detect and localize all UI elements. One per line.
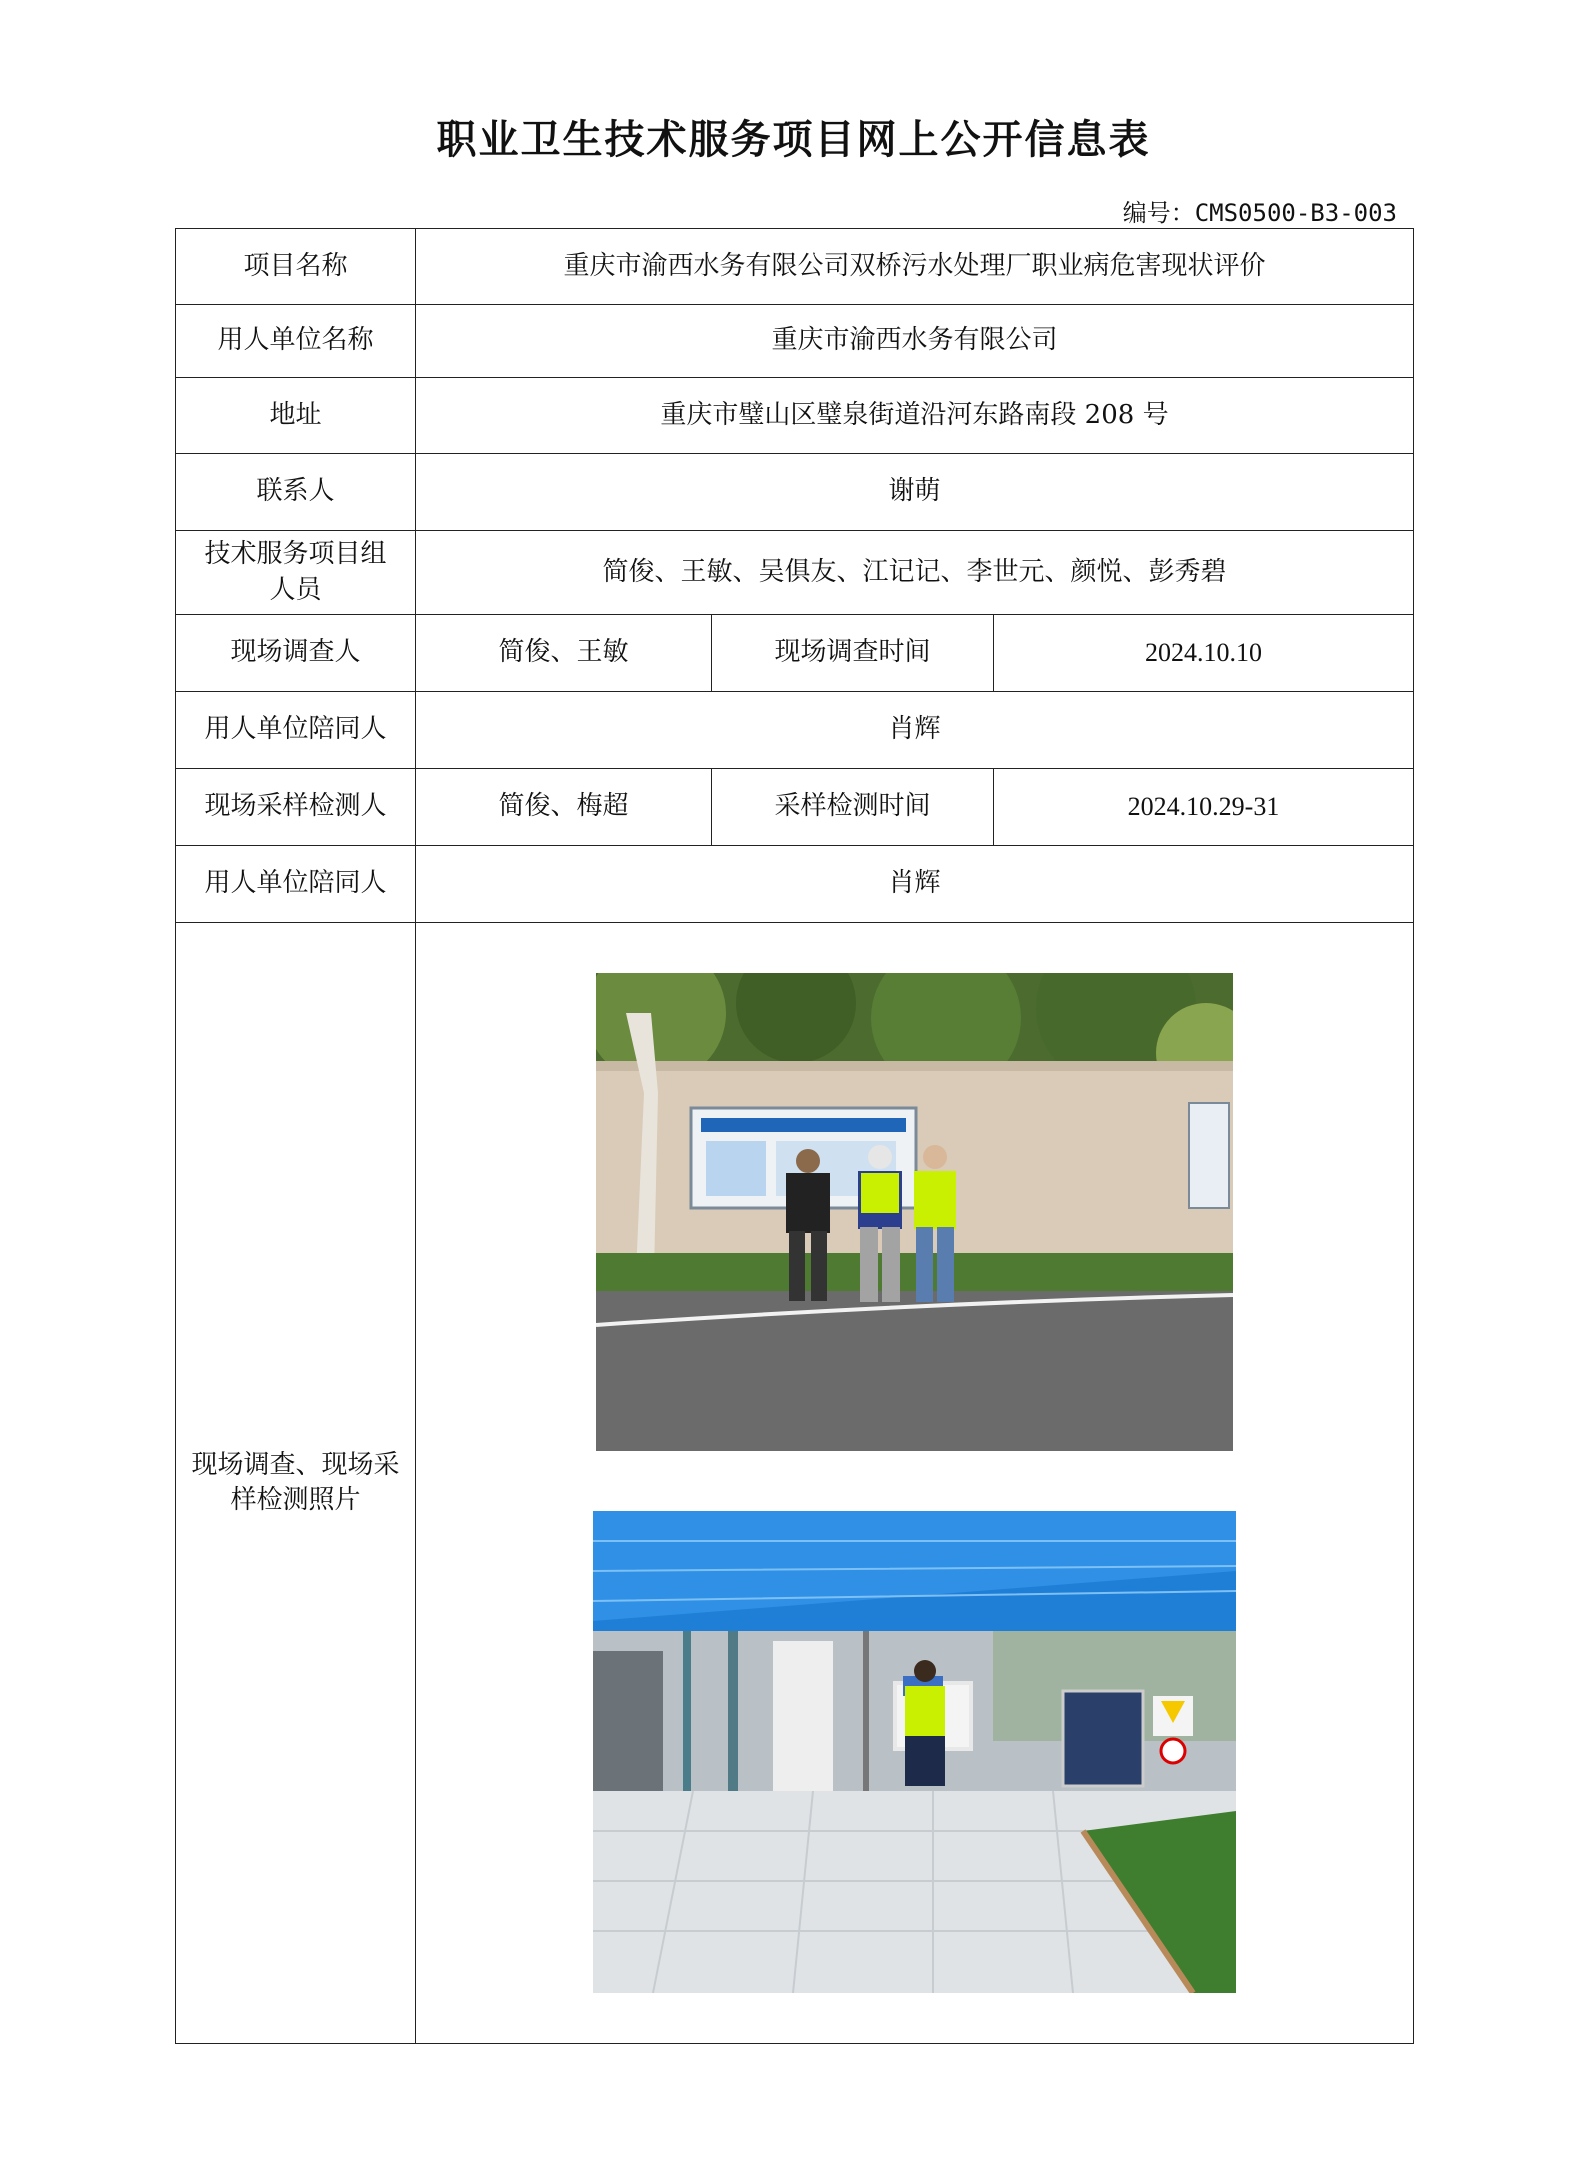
photos-cell [416,923,1414,2044]
sampling-companion-label: 用人单位陪同人 [176,846,416,923]
page-title: 职业卫生技术服务项目网上公开信息表 [436,116,1151,163]
team-label: 技术服务项目组人员 [176,531,416,615]
address-label: 地址 [176,378,416,454]
project-name-label: 项目名称 [176,229,416,305]
info-table [175,228,1414,2044]
address-value: 重庆市璧山区璧泉街道沿河东路南段 208 号 [416,378,1414,454]
sampling-companion-value: 肖辉 [416,846,1414,923]
survey-label: 现场调查人 [176,615,416,692]
table-row [176,846,1414,923]
survey-time-label: 现场调查时间 [712,615,994,692]
table-row [176,923,1414,2044]
table-row [176,692,1414,769]
table-row [176,531,1414,615]
employer-label: 用人单位名称 [176,305,416,378]
contact-value: 谢萌 [416,454,1414,531]
site-survey-photo [596,973,1233,1451]
sampling-label: 现场采样检测人 [176,769,416,846]
table-row [176,229,1414,305]
table-row [176,378,1414,454]
sampling-value: 简俊、梅超 [416,769,712,846]
survey-value: 简俊、王敏 [416,615,712,692]
team-value: 简俊、王敏、吴俱友、江记记、李世元、颜悦、彭秀碧 [416,531,1414,615]
document-number: 编号：CMS0500-B3-003 [1122,199,1397,227]
survey-companion-label: 用人单位陪同人 [176,692,416,769]
photos-label: 现场调查、现场采样检测照片 [176,923,416,2044]
survey-time-value: 2024.10.10 [994,615,1414,692]
employer-value: 重庆市渝西水务有限公司 [416,305,1414,378]
table-row [176,769,1414,846]
sampling-time-label: 采样检测时间 [712,769,994,846]
sampling-time-value: 2024.10.29-31 [994,769,1414,846]
contact-label: 联系人 [176,454,416,531]
table-row [176,454,1414,531]
project-name-value: 重庆市渝西水务有限公司双桥污水处理厂职业病危害现状评价 [416,229,1414,305]
table-row [176,615,1414,692]
site-sampling-photo [593,1511,1236,1993]
table-row [176,305,1414,378]
survey-companion-value: 肖辉 [416,692,1414,769]
